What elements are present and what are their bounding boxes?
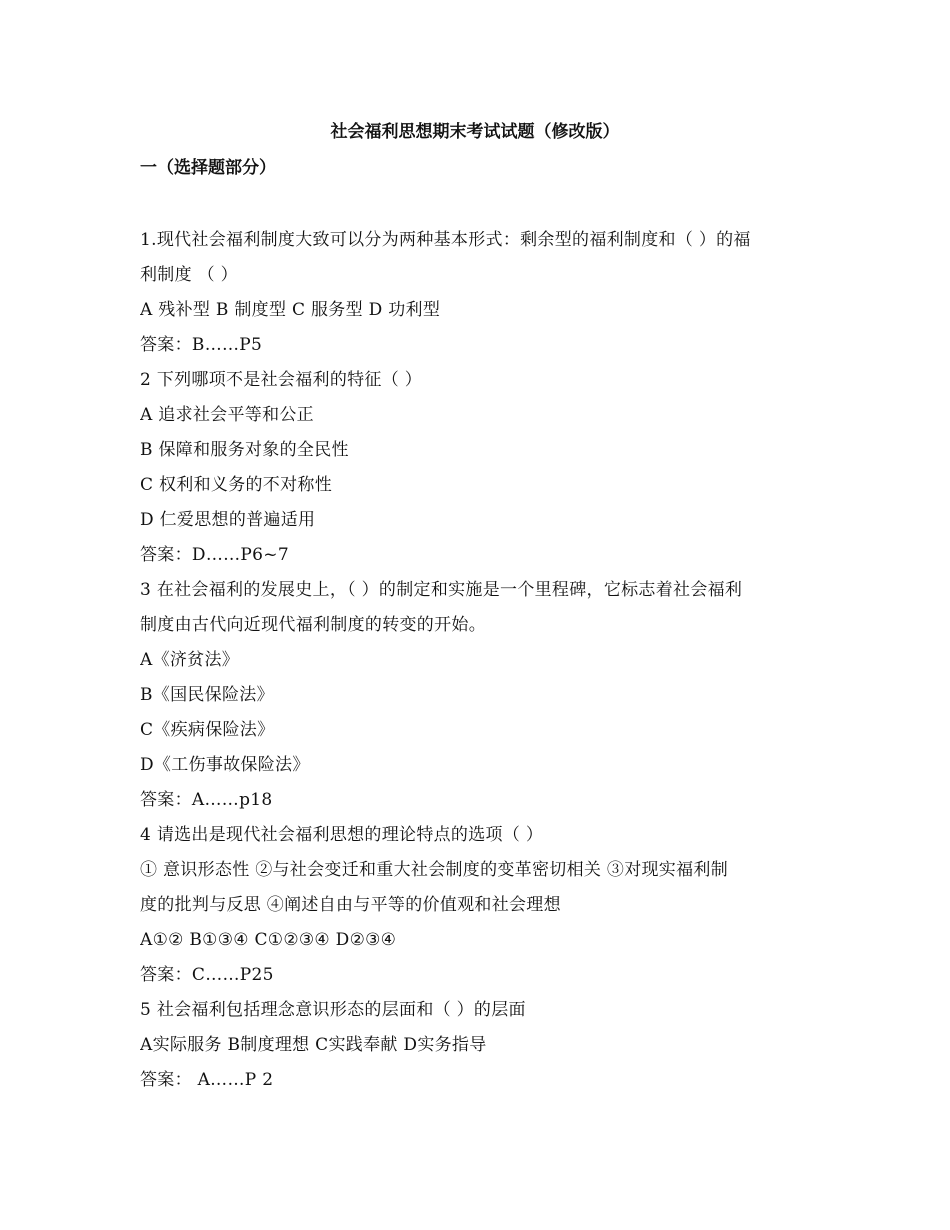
text-line: D《工伤事故保险法》: [140, 755, 310, 775]
text-line: D 仁爱思想的普遍适用: [140, 510, 316, 530]
text-line: 5 社会福利包括理念意识形态的层面和（ ）的层面: [140, 1000, 526, 1020]
answer-line: 答案：A……p18: [140, 790, 273, 810]
answer-line: 答案： A……P 2: [140, 1070, 274, 1090]
answer-line: 答案：B……P5: [140, 335, 263, 355]
text-line: 利制度 （ ）: [140, 265, 238, 285]
text-line: 3 在社会福利的发展史上，（ ）的制定和实施是一个里程碑，它标志着社会福利: [140, 580, 743, 600]
text-line: A 残补型 B 制度型 C 服务型 D 功利型: [140, 300, 441, 320]
section-heading: 一（选择题部分）: [140, 158, 276, 178]
text-line: A①② B①③④ C①②③④ D②③④: [140, 930, 397, 950]
text-line: C 权利和义务的不对称性: [140, 475, 333, 495]
answer-line: 答案：D……P6~7: [140, 545, 289, 565]
text-line: 4 请选出是现代社会福利思想的理论特点的选项（ ）: [140, 825, 544, 845]
text-line: C《疾病保险法》: [140, 720, 275, 740]
text-line: A 追求社会平等和公正: [140, 405, 314, 425]
text-line: 度的批判与反思 ④阐述自由与平等的价值观和社会理想: [140, 895, 561, 915]
text-line: A《济贫法》: [140, 650, 240, 670]
text-line: 1.现代社会福利制度大致可以分为两种基本形式：剩余型的福利制度和（ ）的福: [140, 230, 751, 250]
question-list: [140, 223, 812, 1098]
text-line: A实际服务 B制度理想 C实践奉献 D实务指导: [140, 1035, 487, 1055]
text-line: ① 意识形态性 ②与社会变迁和重大社会制度的变革密切相关 ③对现实福利制: [140, 860, 729, 880]
text-line: B 保障和服务对象的全民性: [140, 440, 349, 460]
text-line: 2 下列哪项不是社会福利的特征（ ）: [140, 370, 423, 390]
answer-line: 答案：C……P25: [140, 965, 274, 985]
document-title: 社会福利思想期末考试试题（修改版）: [330, 122, 620, 142]
text-line: B《国民保险法》: [140, 685, 274, 705]
text-line: 制度由古代向近现代福利制度的转变的开始。: [140, 615, 486, 635]
